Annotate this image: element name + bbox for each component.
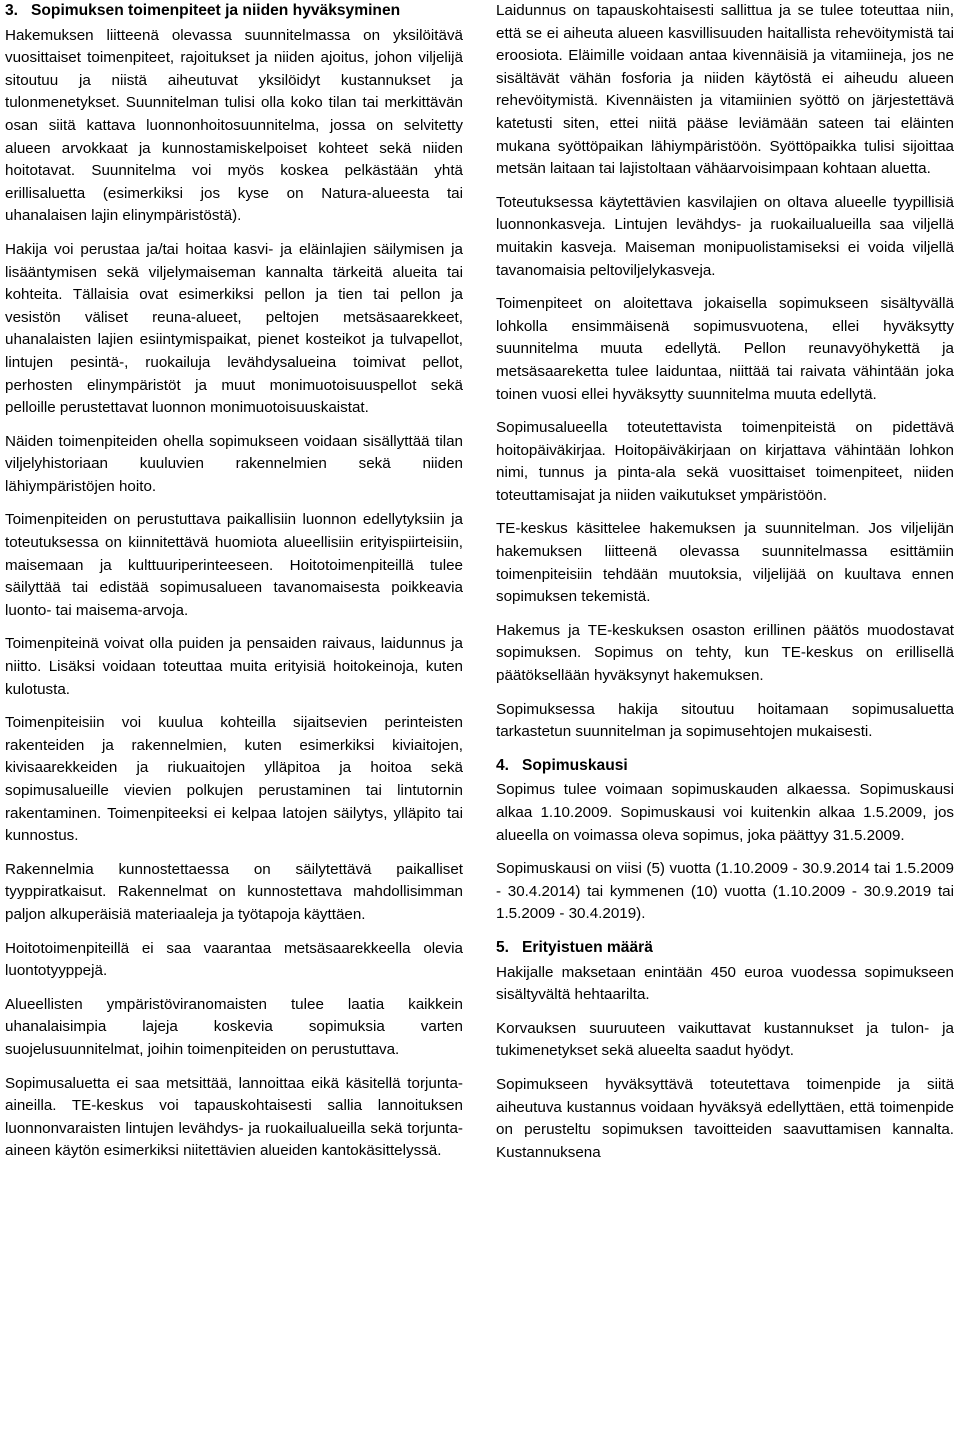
paragraph: Rakennelmia kunnostettaessa on säilytettävä paikalliset tyyppiratkaisut. Rakennelmat on kunnostettava mahdollisimman paljon alkuperäisiä materiaaleja ja työtapoja käyttäen.	[5, 860, 463, 923]
paragraph: Toimenpiteet on aloitettava jokaisella sopimukseen sisältyvällä lohkolla ensimmäisenä sopimusvuotena, ellei hyväksytty suunnitelma muuta edellytä. Pellon reunavyöhykettä ja metsäsaareketta tulee laiduntaa, niittää tai raivata vähintään joka toinen vuosi ellei hyväksytty suunnitelma muuta edellytä.	[496, 295, 954, 403]
paragraph: Hoitotoimenpiteillä ei saa vaarantaa metsäsaarekkeella olevia luontotyyppejä.	[5, 939, 463, 980]
paragraph: Toteutuksessa käytettävien kasvilajien on oltava alueelle tyypillisiä luonnonkasveja. Lintujen levähdys- ja ruokailualueilla saa viljellä muitakin kasveja. Maiseman monipuolistamiseksi ei voida viljellä tavanomaisia peltoviljelykasveja.	[496, 193, 954, 279]
section-number: 3.	[5, 2, 19, 19]
paragraph: Toimenpiteisiin voi kuulua kohteilla sijaitsevien perinteisten rakenteiden ja rakennelmien, kuten esimerkiksi kiviaitojen, kivisaarekkeiden ja riukuaitojen ylläpitoa ja hoitoa sekä sopimusalueille vievien polkujen perustaminen tai lintutornin rakentaminen. Toimenpiteeksi ei kelpaa latojen säilytys, ylläpito tai kunnostus.	[5, 714, 463, 845]
paragraph: Hakija voi perustaa ja/tai hoitaa kasvi- ja eläinlajien säilymisen ja lisääntymisen sekä viljelymaiseman kannalta tärkeitä alueita tai kohteita. Tällaisia ovat esimerkiksi pellon ja tien tai pellon ja vesistön väliset reuna-alueet, peltojen metsäsaarekkeet, uhanalaisten lajien esiintymispaikat, pienet kosteikot ja tulvapellot, lintujen pesintä-, ruokailuja levähdysalueina toimivat pellot, perhosten elinympäristöt ja muut monimuotoisuuspellot sekä pelloille perustettavat luonnon monimuotoisuuskaistat.	[5, 240, 463, 417]
paragraph: TE-keskus käsittelee hakemuksen ja suunnitelman. Jos viljelijän hakemuksen liitteenä olevassa suunnitelmassa esittämiin toimenpiteisiin tehdään muutoksia, viljelijää on kuultava ennen sopimuksen tekemistä.	[496, 520, 954, 606]
right-column	[496, 0, 954, 1175]
paragraph: Korvauksen suuruuteen vaikuttavat kustannukset ja tulon- ja tukimenetykset sekä alueelta saadut hyödyt.	[496, 1019, 954, 1060]
paragraph: Hakemuksen liitteenä olevassa suunnitelmassa on yksilöitävä vuosittaiset toimenpiteet, rajoitukset ja niiden ajoitus, johon viljelijä sitoutuu ja niistä aiheutuvat yksilöidyt kustannukset ja tulonmenetykset. Suunnitelman tulisi olla koko tilan tai merkittävän osan siitä kattava luonnonhoitosuunnitelma, jossa on selvitetty alueen arvokkaat ja kunnostamiskelpoiset kohteet sekä niiden hoitotavat. Suunnitelma voi myös koskea pelkästään yhtä erillisaluetta (esimerkiksi jos kyse on Natura-alueesta tai uhanalaisen lajin elinympäristöstä).	[5, 26, 463, 225]
paragraph: Sopimukseen hyväksyttävä toteutettava toimenpide ja siitä aiheutuva kustannus voidaan hyväksyä edellyttäen, että toimenpide on perusteltu sopimuksen tavoitteiden saavuttamisen kannalta. Kustannuksena	[496, 1075, 954, 1161]
paragraph: Laidunnus on tapauskohtaisesti sallittua ja se tulee toteuttaa niin, että se ei aiheuta alueen kasvillisuuden haitallista rehevöitymistä tai eroosiota. Eläimille voidaan antaa kivennäisiä ja vitamiineja, jos ne sisältävät vähän fosforia ja niiden käytöstä ei aiheudu alueen rehevöitymistä. Kivennäisten ja vitamiinien syöttö on järjestettävä katetusti siten, ettei niitä pääse leviämään sateen tai eläinten mukana syöttöpaikan lähiympäristöön. Syöttöpaikka tulisi sijoittaa metsän laitaan tai lajistoltaan vähäarvoisimpaan kohtaan aluetta.	[496, 2, 954, 178]
paragraph: Toimenpiteinä voivat olla puiden ja pensaiden raivaus, laidunnus ja niitto. Lisäksi voidaan toteuttaa muita erityisiä hoitokeinoja, kuten kulotusta.	[5, 635, 463, 698]
section-5-heading	[496, 937, 954, 960]
section-3-heading	[5, 0, 463, 23]
section-title: Erityistuen määrä	[522, 938, 653, 956]
paragraph: Hakijalle maksetaan enintään 450 euroa vuodessa sopimukseen sisältyvältä hehtaarilta.	[496, 963, 954, 1004]
paragraph: Hakemus ja TE-keskuksen osaston erillinen päätös muodostavat sopimuksen. Sopimus on tehty, kun TE-keskus on erillisellä päätöksellään hyväksynyt hakemuksen.	[496, 621, 954, 685]
paragraph: Sopimusaluetta ei saa metsittää, lannoittaa eikä käsitellä torjunta-aineilla. TE-keskus voi tapauskohtaisesti sallia lannoituksen luonnonvaraisten lintujen levähdys- ja ruokailualueilla sekä torjunta-aineen käytön esimerkiksi niitettävien alueiden kantokäsittelyssä.	[5, 1074, 463, 1160]
section-number: 4.	[496, 756, 510, 774]
paragraph: Alueellisten ympäristöviranomaisten tulee laatia kaikkein uhanalaisimpia lajeja koskevia sopimuksia varten suojelusuunnitelmat, joihin toimenpiteiden on perustuttava.	[5, 995, 463, 1058]
section-title: Sopimuksen toimenpiteet ja niiden hyväksyminen	[31, 2, 401, 19]
section-title: Sopimuskausi	[522, 756, 628, 774]
paragraph: Sopimuksessa hakija sitoutuu hoitamaan sopimusaluetta tarkastetun suunnitelman ja sopimusehtojen mukaisesti.	[496, 700, 954, 741]
paragraph: Näiden toimenpiteiden ohella sopimukseen voidaan sisällyttää tilan viljelyhistoriaan kuuluvien rakennelmien sekä niiden lähiympäristöjen hoito.	[5, 432, 463, 495]
paragraph: Sopimuskausi on viisi (5) vuotta (1.10.2009 - 30.9.2014 tai 1.5.2009 - 30.4.2014) tai kymmenen (10) vuotta (1.10.2009 - 30.9.2019 tai 1.5.2009 - 30.4.2019).	[496, 860, 954, 923]
paragraph: Sopimus tulee voimaan sopimuskauden alkaessa. Sopimuskausi alkaa 1.10.2009. Sopimuskausi voi kuitenkin alkaa 1.5.2009, jos alueella on voimassa oleva sopimus, joka päättyy 31.5.2009.	[496, 781, 954, 844]
paragraph: Toimenpiteiden on perustuttava paikallisiin luonnon edellytyksiin ja toteutuksessa on kiinnitettävä huomiota alueellisiin erityispiirteisiin, maisemaan ja kulttuuriperinteeseen. Hoitotoimenpiteillä tulee säilyttää tai edistää sopimusalueen tavanomaisesta poikkeavia luonto- tai maisema-arvoja.	[5, 511, 463, 619]
paragraph: Sopimusalueella toteutettavista toimenpiteistä on pidettävä hoitopäiväkirjaa. Hoitopäiväkirjaan on kirjattava vähintään lohkon nimi, tunnus ja pinta-ala sekä vuosittaiset toimenpiteet, niiden toteuttamisajat ja niiden vaikutukset ympäristöön.	[496, 419, 954, 504]
section-number: 5.	[496, 938, 510, 956]
section-4-heading	[496, 755, 954, 778]
left-column	[5, 0, 463, 1174]
